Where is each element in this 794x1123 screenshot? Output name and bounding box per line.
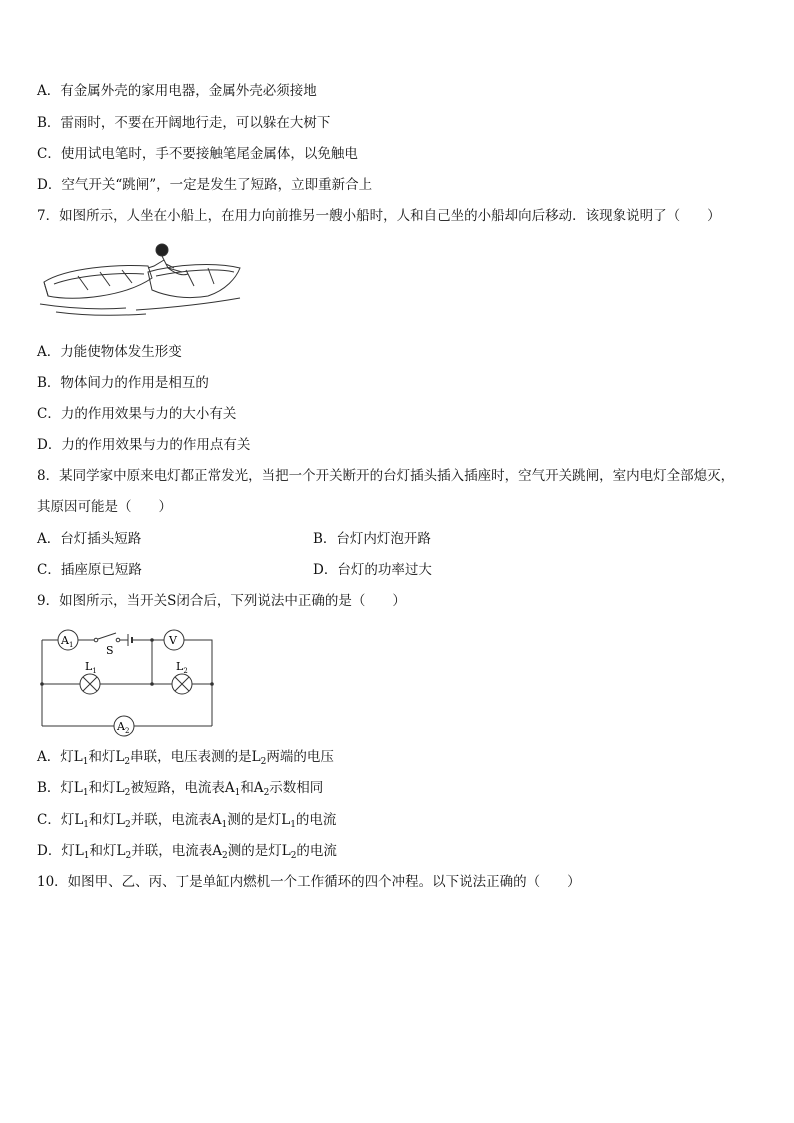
- q9-option-c: C．灯$L_1$和灯$L_2$并联，电流表$A_1$测的是灯$L_1$的电流: [37, 812, 337, 830]
- q8-option-a: A．台灯插头短路: [37, 531, 142, 547]
- lamp-l1-label: $L_1$: [85, 660, 97, 675]
- q7-option-b: B．物体间力的作用是相互的: [37, 375, 209, 391]
- q9-option-a: A．灯$L_1$和灯$L_2$串联，电压表测的是$L_2$两端的电压: [37, 749, 334, 767]
- boat-figure: [36, 238, 248, 326]
- q7-option-d: D．力的作用效果与力的作用点有关: [37, 437, 251, 453]
- q7-stem: 7．如图所示，人坐在小船上，在用力向前推另一艘小船时，人和自己坐的小船却向后移动．该现象说明了（ ）: [37, 208, 721, 224]
- q6-option-d: D．空气开关“跳闸”，一定是发生了短路，立即重新合上: [37, 177, 373, 193]
- voltmeter-label: V: [169, 634, 177, 647]
- q6-option-c: C．使用试电笔时，手不要接触笔尾金属体，以免触电: [37, 146, 358, 162]
- q8-option-c: C．插座原已短路: [37, 562, 142, 578]
- ammeter-a1-label: $A_1$: [61, 634, 74, 649]
- q10-stem: 10．如图甲、乙、丙、丁是单缸内燃机一个工作循环的四个冲程。以下说法正确的（ ）: [37, 874, 581, 890]
- lamp-l2-label: $L_2$: [176, 660, 188, 675]
- q7-option-a: A．力能使物体发生形变: [37, 344, 182, 360]
- q9-stem: 9．如图所示，当开关S闭合后，下列说法中正确的是（ ）: [37, 593, 406, 609]
- circuit-diagram: [36, 624, 218, 742]
- q7-option-c: C．力的作用效果与力的大小有关: [37, 406, 237, 422]
- q9-option-b: B．灯$L_1$和灯$L_2$被短路，电流表$A_1$和$A_2$示数相同: [37, 780, 324, 798]
- q6-option-a: A．有金属外壳的家用电器，金属外壳必须接地: [37, 83, 317, 99]
- q8-stem-line1: 8．某同学家中原来电灯都正常发光，当把一个开关断开的台灯插头插入插座时，空气开关跳闸，室内电灯全部熄灭，: [37, 468, 735, 484]
- q8-option-d: D．台灯的功率过大: [313, 562, 432, 578]
- q8-option-b: B．台灯内灯泡开路: [313, 531, 431, 547]
- ammeter-a2-label: $A_2$: [117, 720, 130, 735]
- switch-label: S: [106, 644, 114, 657]
- q9-option-d: D．灯$L_1$和灯$L_2$并联，电流表$A_2$测的是灯$L_2$的电流: [37, 843, 337, 861]
- q8-stem-line2: 其原因可能是（ ）: [37, 499, 172, 515]
- q6-option-b: B．雷雨时，不要在开阔地行走，可以躲在大树下: [37, 115, 331, 131]
